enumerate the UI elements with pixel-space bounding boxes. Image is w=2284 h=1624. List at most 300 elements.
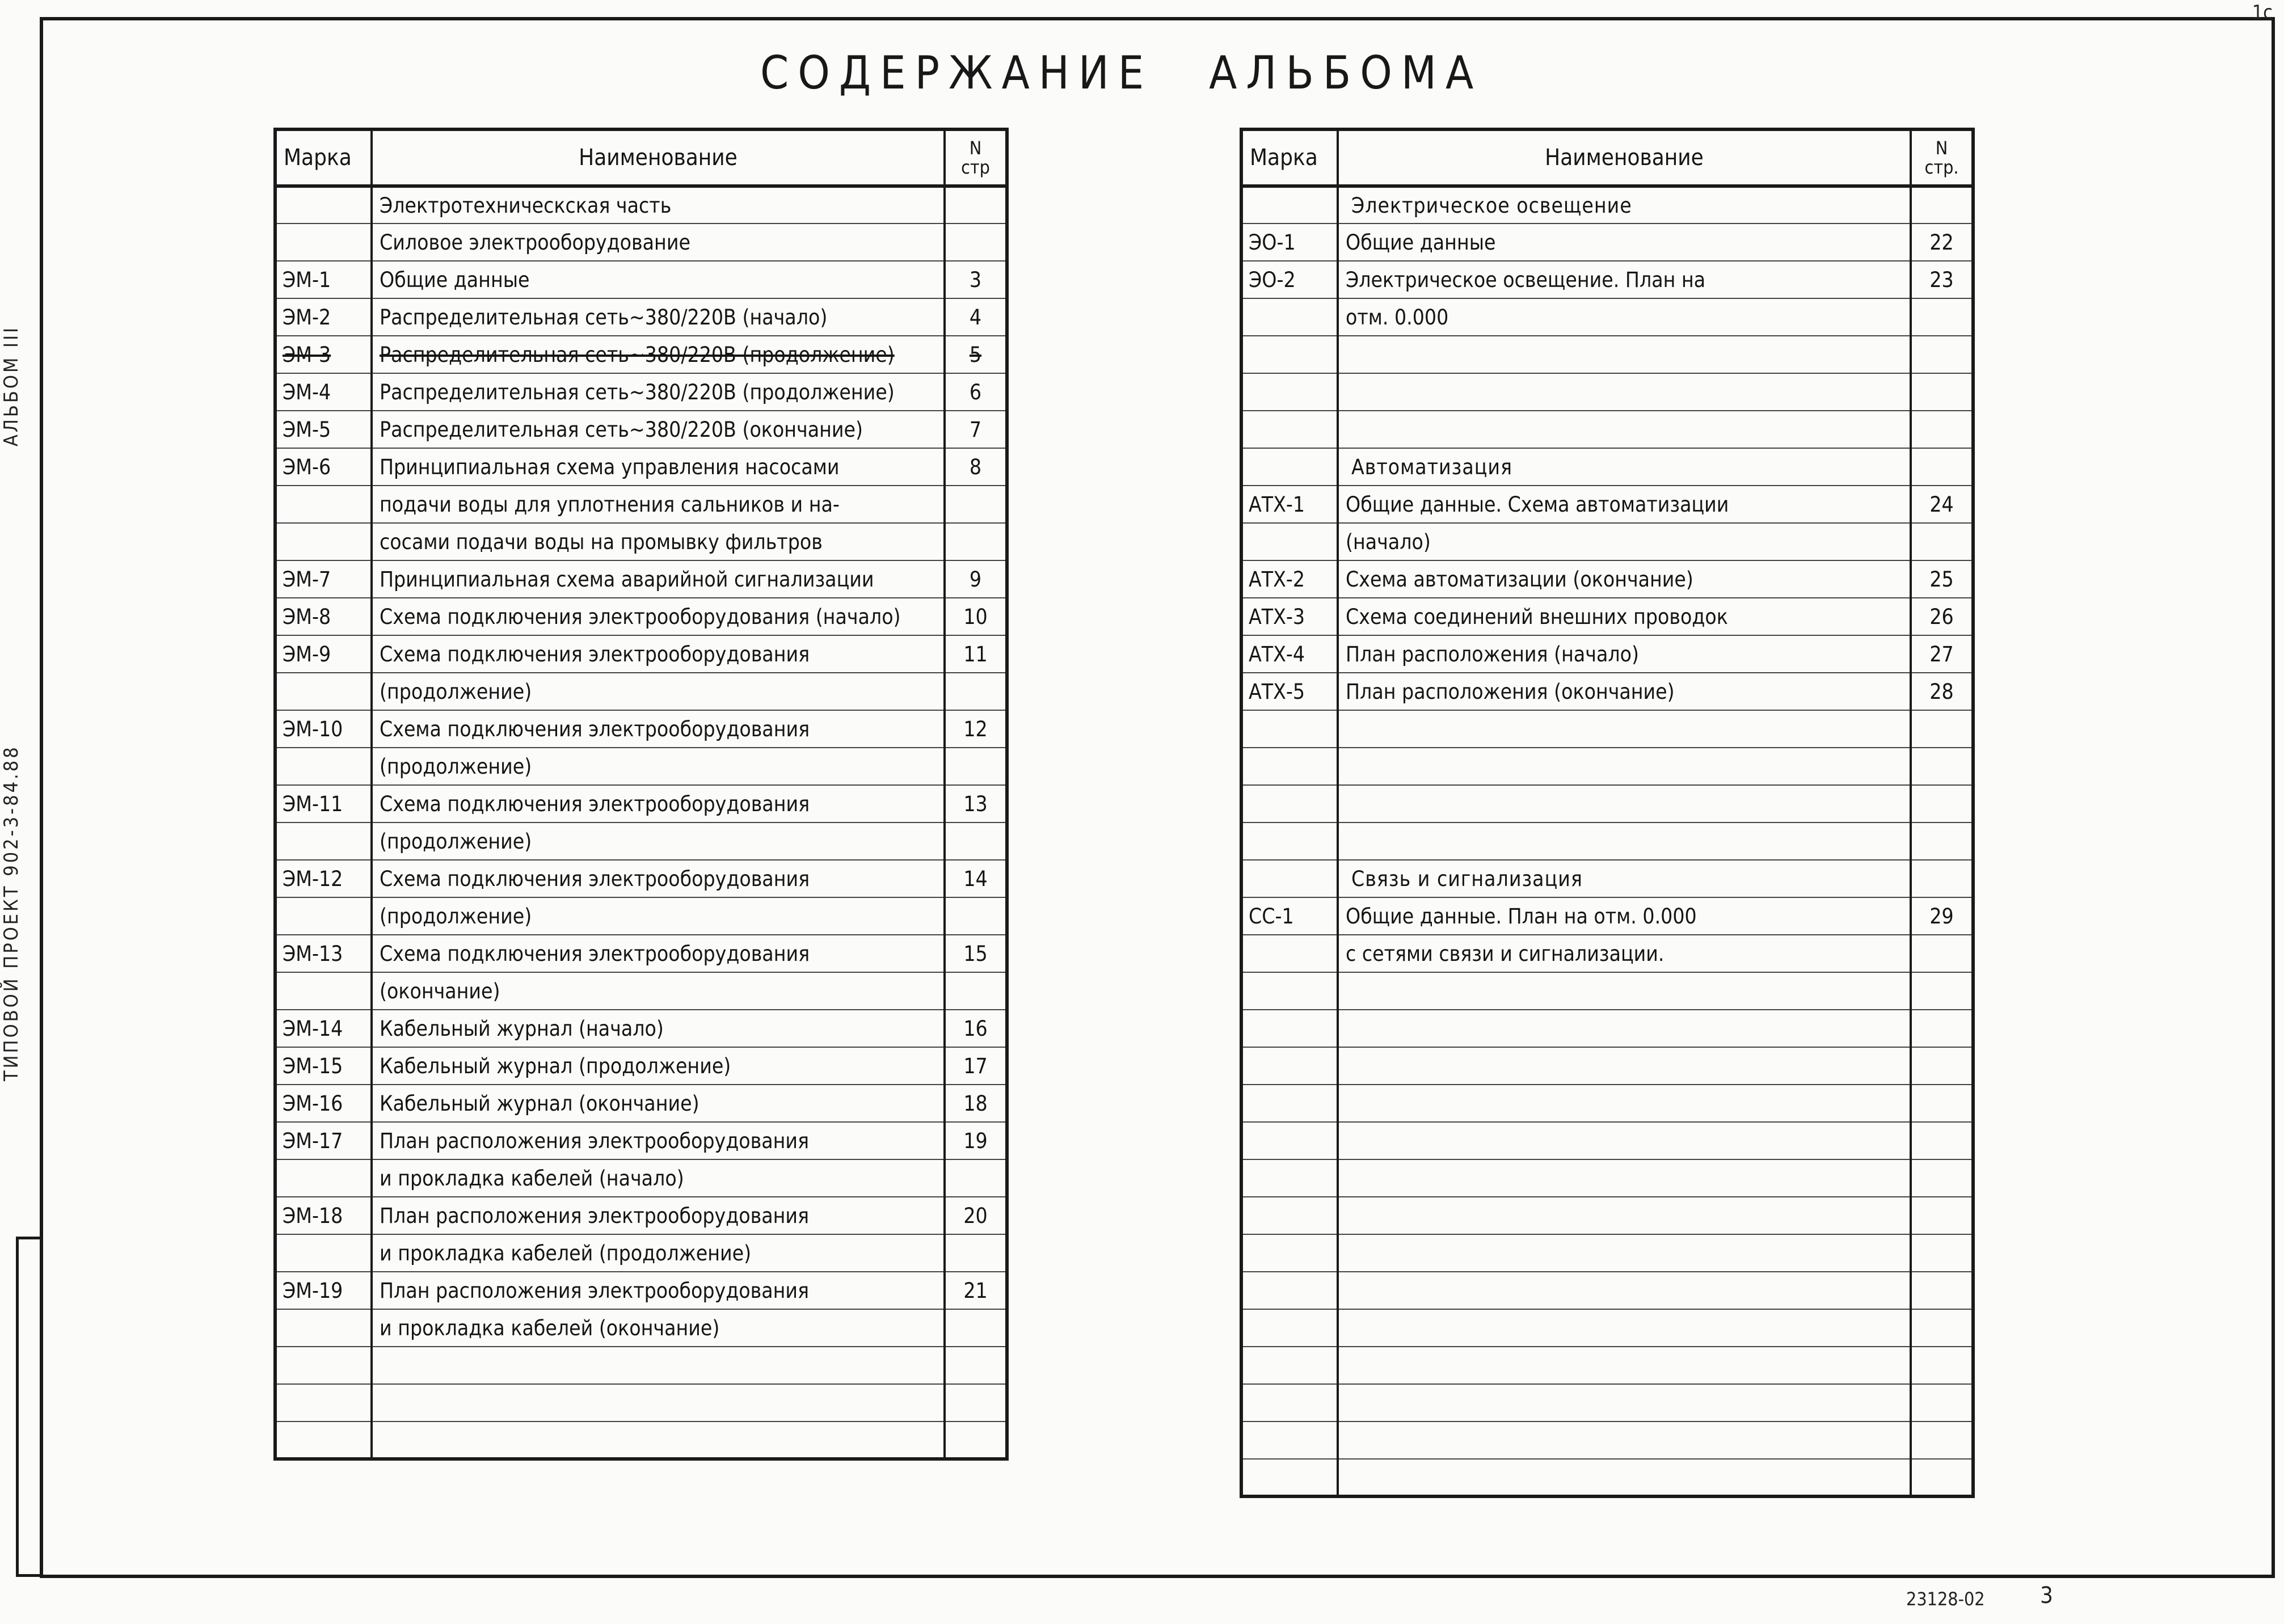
row-page [945,635,1007,673]
row-page-text: 15 [963,941,988,966]
row-mark-text: ЭМ-17 [283,1128,343,1153]
row-mark-text: АТХ-2 [1249,567,1305,592]
row-name [1338,860,1911,897]
row-mark [275,560,372,598]
row-page [1911,186,1973,223]
toc-row [1241,1010,1973,1047]
toc-row [1241,223,1973,261]
toc-row [275,860,1007,897]
row-page [1911,598,1973,635]
row-name [372,748,945,785]
row-mark [275,298,372,336]
row-mark [275,523,372,560]
toc-row [1241,261,1973,298]
row-mark [275,1309,372,1347]
row-name [1338,1085,1911,1122]
row-name [372,523,945,560]
row-name [1338,935,1911,972]
row-name [372,223,945,261]
row-page [1911,1085,1973,1122]
row-name [1338,785,1911,822]
row-name [1338,186,1911,223]
row-page-text: 17 [963,1053,988,1078]
row-name-text: Схема подключения электрооборудования (начало) [380,604,901,629]
toc-table-left [273,128,1009,1461]
row-mark [1241,560,1338,598]
row-name-text: Общие данные. План на отм. 0.000 [1346,904,1697,929]
row-page [1911,1047,1973,1085]
row-name [1338,448,1911,486]
toc-row [1241,635,1973,673]
row-name-text: Схема автоматизации (окончание) [1346,567,1693,592]
row-name-text: Электротехническская часть [380,193,672,218]
row-mark [275,1234,372,1272]
toc-row [275,298,1007,336]
row-name [1338,523,1911,560]
row-mark [275,411,372,448]
row-mark [275,1010,372,1047]
toc-row [1241,673,1973,710]
row-mark [275,223,372,261]
row-page [945,785,1007,822]
row-mark-text: ЭО-2 [1249,267,1296,292]
row-mark-text: ЭМ-18 [283,1203,343,1228]
row-name [1338,1384,1911,1421]
row-mark [275,785,372,822]
row-mark [1241,1272,1338,1309]
row-page [1911,1197,1973,1234]
row-mark-text: ЭМ-7 [283,567,331,592]
toc-row [275,673,1007,710]
row-mark [1241,673,1338,710]
row-page [1911,1384,1973,1421]
row-name [1338,710,1911,748]
row-mark [1241,261,1338,298]
row-name [1338,486,1911,523]
row-mark [275,1159,372,1197]
toc-row [275,1309,1007,1347]
row-page-text: 28 [1929,679,1954,704]
row-name-text: Общие данные. Схема автоматизации [1346,492,1729,517]
row-page [1911,1421,1973,1459]
row-mark [1241,935,1338,972]
row-page [1911,860,1973,897]
row-mark [1241,748,1338,785]
row-name [1338,635,1911,673]
row-name-text: Принципиальная схема аварийной сигнализации [380,567,874,592]
row-mark [1241,523,1338,560]
toc-row [275,1384,1007,1421]
toc-row [275,1272,1007,1309]
row-mark-text: ЭМ-5 [283,417,331,442]
row-mark [1241,1347,1338,1384]
toc-header-row [275,129,1007,186]
mark-header: Марка [1241,129,1338,186]
row-mark [1241,1459,1338,1496]
row-name [372,1421,945,1459]
row-page [1911,1010,1973,1047]
row-name-text: Схема подключения электрооборудования [380,941,810,966]
row-mark-text: ЭМ-11 [283,791,343,816]
row-mark-text: АТХ-1 [1249,492,1305,517]
row-name [372,448,945,486]
toc-row [1241,1159,1973,1197]
toc-row [1241,336,1973,373]
row-page [945,1384,1007,1421]
toc-row [1241,373,1973,411]
row-mark [1241,411,1338,448]
row-name [1338,411,1911,448]
row-mark [275,1085,372,1122]
row-page [1911,710,1973,748]
toc-row [1241,710,1973,748]
toc-row [275,411,1007,448]
row-page-text: 16 [963,1016,988,1041]
row-page [1911,1159,1973,1197]
row-mark [1241,373,1338,411]
row-name-text: и прокладка кабелей (продолжение) [380,1241,752,1266]
toc-row [275,486,1007,523]
row-name [372,972,945,1010]
row-page-text: 22 [1929,230,1954,255]
toc-row [275,1234,1007,1272]
row-mark [275,1122,372,1159]
row-page-text: 24 [1929,492,1954,517]
row-mark [275,486,372,523]
row-name-text: Электрическое освещение. План на [1346,267,1706,292]
toc-row [1241,1347,1973,1384]
row-page [945,1085,1007,1122]
mark-header: Марка [275,129,372,186]
row-name [1338,1197,1911,1234]
row-mark [275,972,372,1010]
row-name [1338,1272,1911,1309]
row-name [1338,598,1911,635]
row-page [1911,560,1973,598]
row-page-text: 7 [969,417,982,442]
row-name [372,860,945,897]
toc-row [275,560,1007,598]
row-page [945,1159,1007,1197]
toc-row [275,373,1007,411]
project-label: ТИПОВОЙ ПРОЕКТ 902-3-84.88 [0,745,23,1082]
toc-row [275,1122,1007,1159]
drawing-code: 23128-02 [1906,1588,1985,1610]
row-mark [1241,1085,1338,1122]
row-page [1911,336,1973,373]
row-mark-text: ЭО-1 [1249,230,1296,255]
row-mark-text: АТХ-3 [1249,604,1305,629]
row-mark [275,1197,372,1234]
toc-row [275,1421,1007,1459]
row-name [1338,298,1911,336]
row-mark [275,710,372,748]
row-page [1911,972,1973,1010]
name-header: Наименование [1338,129,1911,186]
row-name-text: Кабельный журнал (продолжение) [380,1053,731,1078]
row-page [1911,897,1973,935]
row-name [1338,1122,1911,1159]
page-header: N стр. [1911,129,1973,186]
row-page [945,560,1007,598]
row-mark-text: ЭМ-8 [283,604,331,629]
row-name-text: Схема подключения электрооборудования [380,642,810,667]
row-page [1911,373,1973,411]
row-name [372,261,945,298]
album-label: АЛЬБОМ III [0,325,23,446]
row-name [372,935,945,972]
row-page [1911,785,1973,822]
row-name [372,411,945,448]
row-mark [1241,710,1338,748]
toc-row [275,1047,1007,1085]
row-name [372,373,945,411]
row-page [1911,261,1973,298]
row-mark-text: ЭМ-19 [283,1278,343,1303]
row-page-text: 5 [969,342,982,367]
row-page [945,1272,1007,1309]
row-page-text: 29 [1929,904,1954,929]
row-name-text: Принципиальная схема управления насосами [380,454,840,479]
toc-row [275,336,1007,373]
toc-row [275,897,1007,935]
row-page-text: 25 [1929,567,1954,592]
row-page [945,1122,1007,1159]
row-name [1338,1421,1911,1459]
row-page [1911,822,1973,860]
row-name-text: Общие данные [380,267,530,292]
sheet-number: 3 [2040,1583,2053,1609]
row-mark-text: ЭМ-4 [283,379,331,404]
row-mark [1241,1384,1338,1421]
row-page [945,972,1007,1010]
row-page [1911,748,1973,785]
toc-row [1241,486,1973,523]
row-name [1338,560,1911,598]
row-page-text: 13 [963,791,988,816]
row-name-text: (продолжение) [380,904,532,929]
row-mark [275,1384,372,1421]
row-page-text: 18 [963,1091,988,1116]
row-mark [1241,897,1338,935]
row-page [945,1234,1007,1272]
row-page-text: 21 [963,1278,988,1303]
row-name-text: подачи воды для уплотнения сальников и на- [380,492,840,517]
row-page-text: 10 [963,604,988,629]
row-name [1338,261,1911,298]
row-page [1911,1459,1973,1496]
row-page-text: 23 [1929,267,1954,292]
row-page [945,822,1007,860]
row-name [372,1309,945,1347]
page-header: N стр [945,129,1007,186]
row-mark [1241,598,1338,635]
row-mark [1241,860,1338,897]
row-mark [1241,186,1338,223]
row-mark [275,1272,372,1309]
row-mark-text: ЭМ-15 [283,1053,343,1078]
row-mark [275,748,372,785]
toc-row [275,748,1007,785]
row-name [372,1047,945,1085]
row-page [1911,411,1973,448]
toc-row [275,785,1007,822]
row-mark-text: ЭМ-13 [283,941,343,966]
row-name [1338,673,1911,710]
row-page [1911,673,1973,710]
row-name-text: Общие данные [1346,230,1496,255]
row-page [945,1309,1007,1347]
row-page [945,1197,1007,1234]
row-mark [1241,822,1338,860]
row-name [1338,822,1911,860]
row-page [945,598,1007,635]
row-page-text: 4 [969,305,982,330]
row-mark [1241,1010,1338,1047]
row-name-text: План расположения электрооборудования [380,1128,810,1153]
row-name [372,673,945,710]
toc-row [1241,822,1973,860]
row-name [372,1010,945,1047]
toc-row [1241,560,1973,598]
toc-table-right [1240,128,1975,1498]
toc-row [1241,1309,1973,1347]
row-page [1911,1234,1973,1272]
toc-row [275,598,1007,635]
row-page-text: 3 [969,267,982,292]
row-mark-text: ЭМ-14 [283,1016,343,1041]
row-name [372,710,945,748]
row-mark [275,673,372,710]
row-mark [275,598,372,635]
toc-row [1241,1459,1973,1496]
toc-row [275,223,1007,261]
row-name-text: отм. 0.000 [1346,305,1449,330]
row-page-text: 27 [1929,642,1954,667]
toc-row [1241,298,1973,336]
row-page [945,448,1007,486]
row-mark [275,1421,372,1459]
toc-row [1241,1421,1973,1459]
row-mark [1241,336,1338,373]
row-page [945,1347,1007,1384]
row-name [372,1347,945,1384]
row-name [1338,972,1911,1010]
row-name-text: (начало) [1346,529,1431,554]
toc-row [1241,1122,1973,1159]
row-mark [275,822,372,860]
toc-row [1241,186,1973,223]
row-name [1338,748,1911,785]
row-page [945,523,1007,560]
row-page [1911,223,1973,261]
row-name-text: сосами подачи воды на промывку фильтров [380,529,823,554]
row-mark-text: ЭМ-1 [283,267,331,292]
row-name [372,598,945,635]
name-header: Наименование [372,129,945,186]
row-name [1338,1234,1911,1272]
row-name-text: Схема подключения электрооборудования [380,866,810,891]
row-name-text: План расположения электрооборудования [380,1203,810,1228]
row-name [372,822,945,860]
row-mark [275,336,372,373]
row-name [1338,1459,1911,1496]
toc-row [275,523,1007,560]
row-page-text: 20 [963,1203,988,1228]
row-mark [1241,1309,1338,1347]
toc-row [1241,598,1973,635]
row-page-text: 12 [963,716,988,741]
row-mark [275,635,372,673]
row-name [372,486,945,523]
row-mark [275,261,372,298]
row-page [945,860,1007,897]
row-mark-text: АТХ-4 [1249,642,1305,667]
row-name-text: с сетями связи и сигнализации. [1346,941,1664,966]
row-mark [1241,972,1338,1010]
row-page [945,298,1007,336]
row-mark [1241,1122,1338,1159]
row-mark [275,935,372,972]
row-name [1338,223,1911,261]
row-mark [1241,1047,1338,1085]
row-mark-text: ЭМ-12 [283,866,343,891]
row-page [945,748,1007,785]
page-title: СОДЕРЖАНИЕ АЛЬБОМА [760,47,1483,99]
toc-row [275,635,1007,673]
row-mark [1241,635,1338,673]
row-mark [1241,223,1338,261]
corner-mark: 1с [2252,1,2273,24]
toc-row [275,1347,1007,1384]
row-name-text: и прокладка кабелей (окончание) [380,1315,720,1340]
row-page [1911,1122,1973,1159]
row-mark [1241,486,1338,523]
row-name-text: Распределительная сеть~380/220В (окончание) [380,417,863,442]
row-name-text: Распределительная сеть~380/220В (продолжение) [380,342,895,367]
row-name-text: Схема подключения электрооборудования [380,791,810,816]
toc-row [1241,972,1973,1010]
row-name-text: Силовое электрооборудование [380,230,690,255]
row-page-text: 14 [963,866,988,891]
row-name-text: Распределительная сеть~380/220В (продолжение) [380,379,895,404]
row-page [945,223,1007,261]
toc-row [275,935,1007,972]
row-name [372,298,945,336]
toc-row [275,710,1007,748]
row-name [372,336,945,373]
row-page-text: 8 [969,454,982,479]
toc-row [1241,1047,1973,1085]
row-name [372,1159,945,1197]
row-name-text: Автоматизация [1351,454,1513,479]
toc-row [275,822,1007,860]
row-name-text: План расположения электрооборудования [380,1278,810,1303]
toc-row [275,448,1007,486]
row-mark-text: ЭМ-16 [283,1091,343,1116]
toc-row [1241,860,1973,897]
row-name [1338,1010,1911,1047]
row-mark [275,860,372,897]
row-page [945,336,1007,373]
row-page [1911,298,1973,336]
row-name [372,1234,945,1272]
toc-row [1241,523,1973,560]
row-name-text: План расположения (начало) [1346,642,1639,667]
row-page [945,935,1007,972]
row-name [1338,1159,1911,1197]
approval-stamp-box [16,1237,43,1577]
